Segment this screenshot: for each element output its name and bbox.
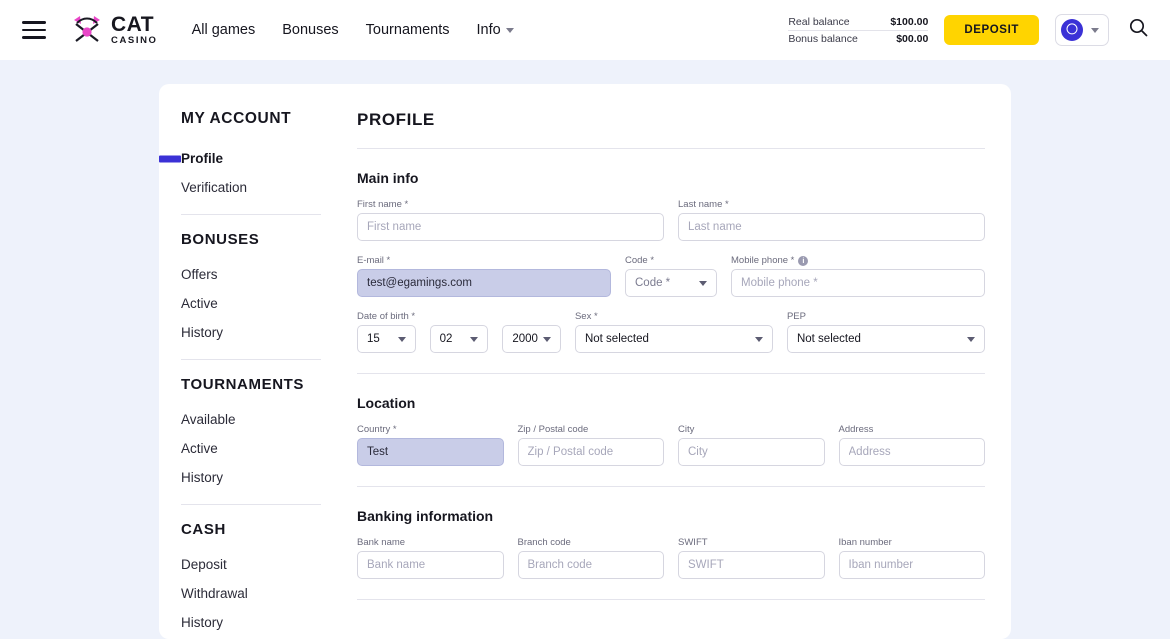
section-title-main-info: Main info bbox=[357, 170, 419, 186]
search-icon[interactable] bbox=[1129, 18, 1148, 42]
nav-label: Tournaments bbox=[365, 22, 450, 38]
sidebar-item-label: Profile bbox=[181, 151, 224, 166]
mobile-phone-input[interactable] bbox=[731, 269, 985, 297]
chevron-down-icon bbox=[506, 28, 514, 33]
nav-label: All games bbox=[191, 22, 256, 38]
dob-month-wrap bbox=[430, 311, 489, 353]
logo-subtitle: CASINO bbox=[111, 35, 158, 47]
chevron-down-icon bbox=[398, 337, 406, 342]
dob-month-label bbox=[430, 311, 489, 322]
sidebar-group-cash bbox=[181, 521, 335, 637]
pep-select[interactable] bbox=[787, 325, 985, 353]
sidebar-title-my-account: MY ACCOUNT bbox=[181, 110, 292, 127]
email-input[interactable] bbox=[357, 269, 611, 297]
bonus-balance-value: $00.00 bbox=[896, 32, 929, 45]
mobile-phone-label-text: Mobile phone * bbox=[731, 255, 795, 266]
field-country bbox=[357, 424, 504, 466]
row-location bbox=[357, 424, 985, 466]
field-branch-code bbox=[518, 537, 665, 579]
deposit-button[interactable]: DEPOSIT bbox=[944, 15, 1039, 45]
last-name-label: Last name * bbox=[678, 199, 729, 210]
logo-title: CAT bbox=[111, 13, 155, 37]
sidebar-item-bonuses-history[interactable] bbox=[181, 318, 335, 347]
iban-label: Iban number bbox=[838, 537, 892, 548]
dob-year-select[interactable] bbox=[502, 325, 561, 353]
header-right-cluster bbox=[788, 14, 1148, 47]
zip-label: Zip / Postal code bbox=[517, 424, 589, 435]
bank-name-label: Bank name bbox=[357, 537, 406, 548]
city-label: City bbox=[678, 424, 695, 435]
sex-select[interactable] bbox=[575, 325, 773, 353]
field-date-of-birth bbox=[357, 311, 561, 353]
sidebar-item-tournaments-active[interactable] bbox=[181, 434, 335, 463]
sidebar-item-label: Withdrawal bbox=[181, 586, 248, 601]
dob-year-wrap bbox=[502, 311, 561, 353]
code-select[interactable] bbox=[625, 269, 717, 297]
row-banking bbox=[357, 537, 985, 579]
bonus-balance-label: Bonus balance bbox=[788, 32, 858, 45]
sidebar-item-available[interactable] bbox=[181, 405, 335, 434]
field-city bbox=[678, 424, 825, 466]
sex-label: Sex * bbox=[574, 311, 598, 322]
field-mobile-phone bbox=[731, 255, 985, 297]
field-address bbox=[839, 424, 986, 466]
real-balance-label: Real balance bbox=[788, 15, 850, 28]
nav-item-info[interactable] bbox=[477, 22, 514, 38]
account-sidebar bbox=[159, 84, 335, 639]
country-input[interactable] bbox=[357, 438, 504, 466]
row-name bbox=[357, 199, 985, 241]
sidebar-group-my-account bbox=[181, 110, 335, 202]
address-label: Address bbox=[838, 424, 874, 435]
section-title-banking: Banking information bbox=[357, 508, 494, 524]
section-title-location: Location bbox=[357, 395, 416, 411]
code-select-value: Code * bbox=[635, 277, 671, 289]
section-divider bbox=[357, 486, 985, 487]
field-first-name bbox=[357, 199, 664, 241]
nav-item-tournaments[interactable] bbox=[366, 22, 450, 38]
sidebar-item-label: History bbox=[181, 470, 224, 485]
dob-day-select[interactable] bbox=[357, 325, 416, 353]
sidebar-title-tournaments: TOURNAMENTS bbox=[181, 376, 304, 393]
sidebar-item-label: History bbox=[181, 615, 224, 630]
field-last-name bbox=[678, 199, 985, 241]
user-avatar-icon bbox=[1061, 19, 1083, 41]
sidebar-item-withdrawal[interactable] bbox=[181, 579, 335, 608]
nav-label: Info bbox=[476, 22, 501, 38]
section-divider bbox=[357, 599, 985, 600]
section-divider bbox=[357, 373, 985, 374]
chevron-down-icon bbox=[543, 337, 551, 342]
sidebar-title-bonuses: BONUSES bbox=[181, 231, 260, 248]
real-balance-row bbox=[788, 14, 928, 31]
chevron-down-icon bbox=[967, 337, 975, 342]
city-input[interactable] bbox=[678, 438, 825, 466]
sidebar-item-label: History bbox=[181, 325, 224, 340]
sidebar-divider bbox=[181, 359, 321, 360]
sidebar-divider bbox=[181, 214, 321, 215]
dob-day-value: 15 bbox=[367, 333, 380, 345]
sidebar-item-deposit[interactable] bbox=[181, 550, 335, 579]
profile-content bbox=[335, 84, 1011, 639]
sidebar-item-profile[interactable] bbox=[181, 144, 335, 173]
site-logo[interactable] bbox=[70, 14, 158, 46]
sidebar-item-label: Deposit bbox=[181, 557, 227, 572]
dob-year-value: 2000 bbox=[512, 333, 538, 345]
chevron-down-icon bbox=[755, 337, 763, 342]
address-input[interactable] bbox=[839, 438, 986, 466]
pep-label: PEP bbox=[786, 311, 806, 322]
dob-label: Date of birth * bbox=[357, 311, 416, 322]
field-sex bbox=[575, 311, 773, 353]
hamburger-menu-icon[interactable] bbox=[22, 21, 46, 39]
branch-code-label: Branch code bbox=[517, 537, 571, 548]
dob-month-select[interactable] bbox=[430, 325, 489, 353]
bank-name-input[interactable] bbox=[357, 551, 504, 579]
real-balance-value: $100.00 bbox=[890, 15, 929, 28]
bonus-balance-row bbox=[788, 31, 928, 47]
swift-input[interactable] bbox=[678, 551, 825, 579]
page-title: PROFILE bbox=[357, 110, 985, 149]
info-icon[interactable]: i bbox=[798, 256, 808, 266]
account-card bbox=[159, 84, 1011, 639]
code-label: Code * bbox=[625, 255, 655, 266]
nav-item-bonuses[interactable] bbox=[282, 22, 338, 38]
last-name-input[interactable] bbox=[678, 213, 985, 241]
sidebar-item-label: Active bbox=[181, 441, 218, 456]
field-swift bbox=[678, 537, 825, 579]
page-body bbox=[0, 60, 1170, 639]
field-bank-name bbox=[357, 537, 504, 579]
sidebar-item-tournaments-history[interactable] bbox=[181, 463, 335, 492]
chevron-down-icon bbox=[1091, 28, 1099, 33]
mobile-phone-label bbox=[731, 255, 985, 266]
sidebar-group-bonuses bbox=[181, 231, 335, 347]
country-label: Country * bbox=[357, 424, 397, 435]
dob-day-wrap bbox=[357, 311, 416, 353]
sidebar-item-verification[interactable] bbox=[181, 173, 335, 202]
field-phone-code bbox=[625, 255, 717, 297]
pep-select-value: Not selected bbox=[796, 333, 861, 345]
sidebar-item-label: Offers bbox=[181, 267, 218, 282]
iban-input[interactable] bbox=[839, 551, 986, 579]
sidebar-title-cash: CASH bbox=[181, 521, 226, 538]
balance-panel bbox=[788, 14, 928, 47]
sidebar-item-bonuses-active[interactable] bbox=[181, 289, 335, 318]
swift-label: SWIFT bbox=[678, 537, 708, 548]
sidebar-item-cash-history[interactable] bbox=[181, 608, 335, 637]
sidebar-item-label: Verification bbox=[181, 180, 248, 195]
first-name-input[interactable] bbox=[357, 213, 664, 241]
branch-code-input[interactable] bbox=[518, 551, 665, 579]
field-iban bbox=[839, 537, 986, 579]
main-nav bbox=[192, 22, 514, 38]
sidebar-divider bbox=[181, 504, 321, 505]
chevron-down-icon bbox=[699, 281, 707, 286]
account-menu-button[interactable] bbox=[1055, 14, 1109, 46]
first-name-label: First name * bbox=[357, 199, 409, 210]
cat-logo-icon bbox=[70, 15, 104, 45]
field-email bbox=[357, 255, 611, 297]
sex-select-value: Not selected bbox=[584, 333, 649, 345]
nav-item-all-games[interactable] bbox=[192, 22, 256, 38]
row-contact bbox=[357, 255, 985, 297]
zip-input[interactable] bbox=[518, 438, 665, 466]
row-dob-sex-pep bbox=[357, 311, 985, 353]
sidebar-item-label: Active bbox=[181, 296, 218, 311]
dob-year-label bbox=[502, 311, 561, 322]
sidebar-group-tournaments bbox=[181, 376, 335, 492]
dob-month-value: 02 bbox=[439, 333, 453, 345]
email-label: E-mail * bbox=[357, 255, 391, 266]
nav-label: Bonuses bbox=[282, 22, 339, 38]
sidebar-item-label: Available bbox=[181, 412, 236, 427]
sidebar-item-offers[interactable] bbox=[181, 260, 335, 289]
field-pep bbox=[787, 311, 985, 353]
field-zip bbox=[518, 424, 665, 466]
chevron-down-icon bbox=[470, 337, 478, 342]
site-header bbox=[0, 0, 1170, 60]
